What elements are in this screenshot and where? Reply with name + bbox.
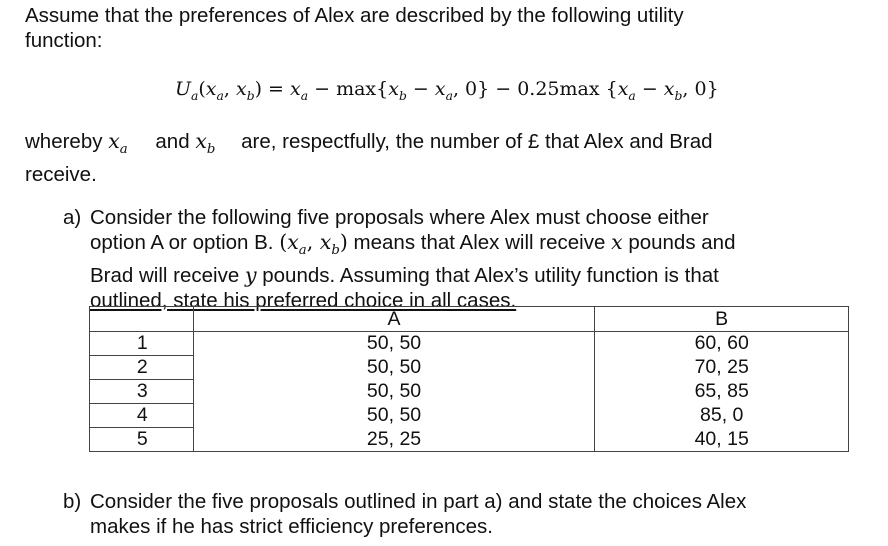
header-option-a: A (193, 307, 595, 332)
whereby-word: whereby (25, 130, 103, 153)
part-a: a) Consider the following five proposals where Alex must choose either option A or option B. ($x_a$, $x_b$) means that Alex will receive x pounds and Brad will receive y pounds. Assuming that Alex’s utility function is that outlined, state his preferred choice in all cases. (63, 205, 843, 313)
and-word: and (155, 130, 190, 153)
option-b-cell: 70, 25 (595, 356, 849, 380)
row-number: 3 (90, 380, 194, 404)
proposals-table (89, 306, 849, 452)
utility-formula: $U_a(x_a$, $x_b) = x_a - \max\{x_b - x_a$, 0} − 0.25max {$x_a - x_b$, 0} (175, 78, 719, 103)
table-header-row (90, 307, 849, 332)
intro-text (25, 3, 825, 53)
part-a-line-2a: option A or option B. (90, 231, 274, 254)
table-row (90, 428, 849, 452)
table-row (90, 380, 849, 404)
var-x: x (611, 230, 623, 254)
whereby-text: whereby $x_a$ and $x_b$ are, respectfully, the number of £ that Alex and Brad receive. (25, 129, 875, 187)
table-row (90, 404, 849, 428)
whereby-line-2: receive. (25, 163, 97, 187)
option-a-cell: 50, 50 (193, 404, 595, 428)
part-b (63, 489, 863, 539)
part-b-line-1: Consider the five proposals outlined in part a) and state the choices Alex (90, 490, 747, 513)
option-b-cell: 60, 60 (595, 332, 849, 356)
option-b-cell: 65, 85 (595, 380, 849, 404)
row-number: 1 (90, 332, 194, 356)
option-a-cell: 25, 25 (193, 428, 595, 452)
option-a-cell: 50, 50 (193, 332, 595, 356)
table-row (90, 356, 849, 380)
option-a-cell: 50, 50 (193, 356, 595, 380)
table-row (90, 332, 849, 356)
part-b-line-2: makes if he has strict efficiency preferences. (90, 515, 493, 538)
intro-line-1: Assume that the preferences of Alex are described by the following utility (25, 4, 684, 27)
option-a-cell: 50, 50 (193, 380, 595, 404)
row-number: 2 (90, 356, 194, 380)
option-b-cell: 85, 0 (595, 404, 849, 428)
part-a-line-1: Consider the following five proposals where Alex must choose either (90, 206, 709, 229)
part-a-line-3b: pounds. Assuming that Alex’s utility function is that (262, 264, 719, 288)
row-number: 5 (90, 428, 194, 452)
part-a-line-2c: pounds and (628, 231, 736, 254)
whereby-rest: are, respectfully, the number of £ that Alex and Brad (241, 130, 713, 153)
part-b-label: b) (63, 490, 82, 513)
row-number: 4 (90, 404, 194, 428)
intro-line-2: function: (25, 29, 103, 52)
header-option-b: B (595, 307, 849, 332)
part-a-label: a) (63, 206, 82, 229)
part-a-line-2b: means that Alex will receive (353, 231, 606, 254)
option-b-cell: 40, 15 (595, 428, 849, 452)
part-a-line-4: outlined, state his preferred choice in all cases. (90, 289, 517, 313)
header-num (90, 307, 194, 332)
var-y: y (244, 263, 257, 288)
part-a-line-3a: Brad will receive (90, 264, 240, 288)
